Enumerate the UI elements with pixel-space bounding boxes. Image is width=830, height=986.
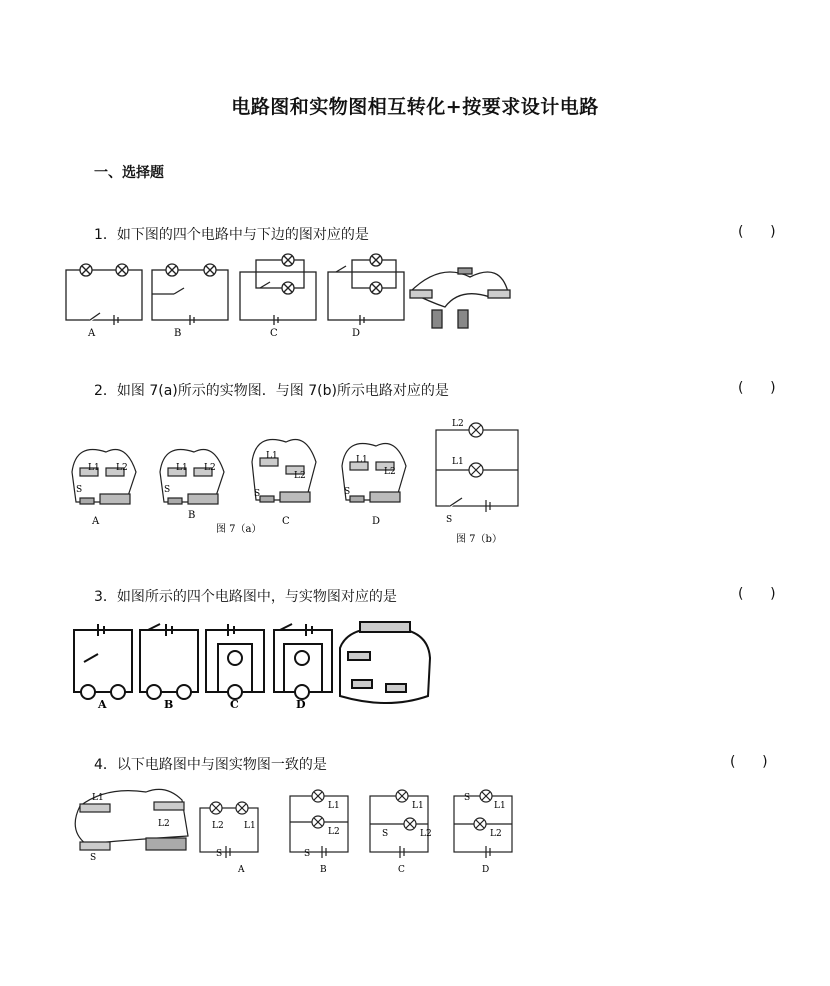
q2-c-s: S [254, 489, 261, 499]
q1-label-b: B [174, 328, 182, 339]
question-2-figure [66, 412, 526, 548]
q2-label-b: B [188, 510, 196, 521]
q2-b-l2: L2 [204, 463, 216, 473]
q2-b-schematic-l2: L2 [452, 419, 464, 429]
q1-label-a: A [88, 328, 96, 339]
q4-d-l1: L1 [494, 801, 506, 811]
q4-b-s: S [304, 849, 311, 859]
q3-label-a: A [98, 698, 107, 710]
q2-b-s: S [164, 485, 171, 495]
q2-c-l1: L1 [266, 451, 278, 461]
q2-d-l1: L1 [356, 455, 368, 465]
q2-d-s: S [344, 487, 351, 497]
q2-b-l1: L1 [176, 463, 188, 473]
section-heading: 一、选择题 [94, 165, 164, 181]
q4-c-l1: L1 [412, 801, 424, 811]
q3-label-c: C [230, 698, 239, 710]
question-3-text: 3．如图所示的四个电路图中，与实物图对应的是 [94, 589, 397, 605]
q4-label-a: A [238, 865, 245, 875]
q4-photo-l2: L2 [158, 819, 170, 829]
q4-b-l2: L2 [328, 827, 340, 837]
question-1-answer-paren: ( ) [738, 224, 776, 240]
q4-label-c: C [398, 865, 405, 875]
q2-label-c: C [282, 516, 290, 527]
question-1-figure [60, 252, 520, 342]
q1-label-c: C [270, 328, 278, 339]
q2-a-s: S [76, 485, 83, 495]
question-3-figure [68, 618, 438, 710]
question-3-answer-paren: ( ) [738, 586, 776, 602]
question-1-text: 1．如下图的四个电路中与下边的图对应的是 [94, 227, 369, 243]
q4-b-l1: L1 [328, 801, 340, 811]
q4-a-l1: L1 [244, 821, 256, 831]
q2-a-l2: L2 [116, 463, 128, 473]
question-4-answer-paren: ( ) [730, 754, 768, 770]
q4-c-l2: L2 [420, 829, 432, 839]
question-4-figure [66, 780, 546, 880]
q3-label-d: D [296, 698, 306, 710]
q2-c-l2: L2 [294, 471, 306, 481]
q2-label-a: A [92, 516, 100, 527]
q4-label-d: D [482, 865, 490, 875]
q4-label-b: B [320, 865, 327, 875]
q2-b-schematic-l1: L1 [452, 457, 464, 467]
question-2-text: 2．如图 7(a)所示的实物图．与图 7(b)所示电路对应的是 [94, 383, 449, 399]
q4-photo-s: S [90, 853, 97, 863]
q2-a-l1: L1 [88, 463, 100, 473]
q1-label-d: D [352, 328, 361, 339]
q4-c-s: S [382, 829, 389, 839]
question-2-answer-paren: ( ) [738, 380, 776, 396]
q4-photo-l1: L1 [92, 793, 104, 803]
q2-caption-a: 图 7（a） [216, 524, 262, 535]
q4-a-s: S [216, 849, 223, 859]
q4-d-l2: L2 [490, 829, 502, 839]
q4-d-s: S [464, 793, 471, 803]
q2-b-schematic-s: S [446, 515, 453, 525]
page-title: 电路图和实物图相互转化+按要求设计电路 [231, 96, 599, 118]
q2-caption-b: 图 7（b） [456, 534, 502, 545]
q2-d-l2: L2 [384, 467, 396, 477]
q3-label-b: B [164, 698, 174, 710]
question-4-text: 4．以下电路图中与图实物图一致的是 [94, 757, 327, 773]
q4-a-l2: L2 [212, 821, 224, 831]
q2-label-d: D [372, 516, 381, 527]
